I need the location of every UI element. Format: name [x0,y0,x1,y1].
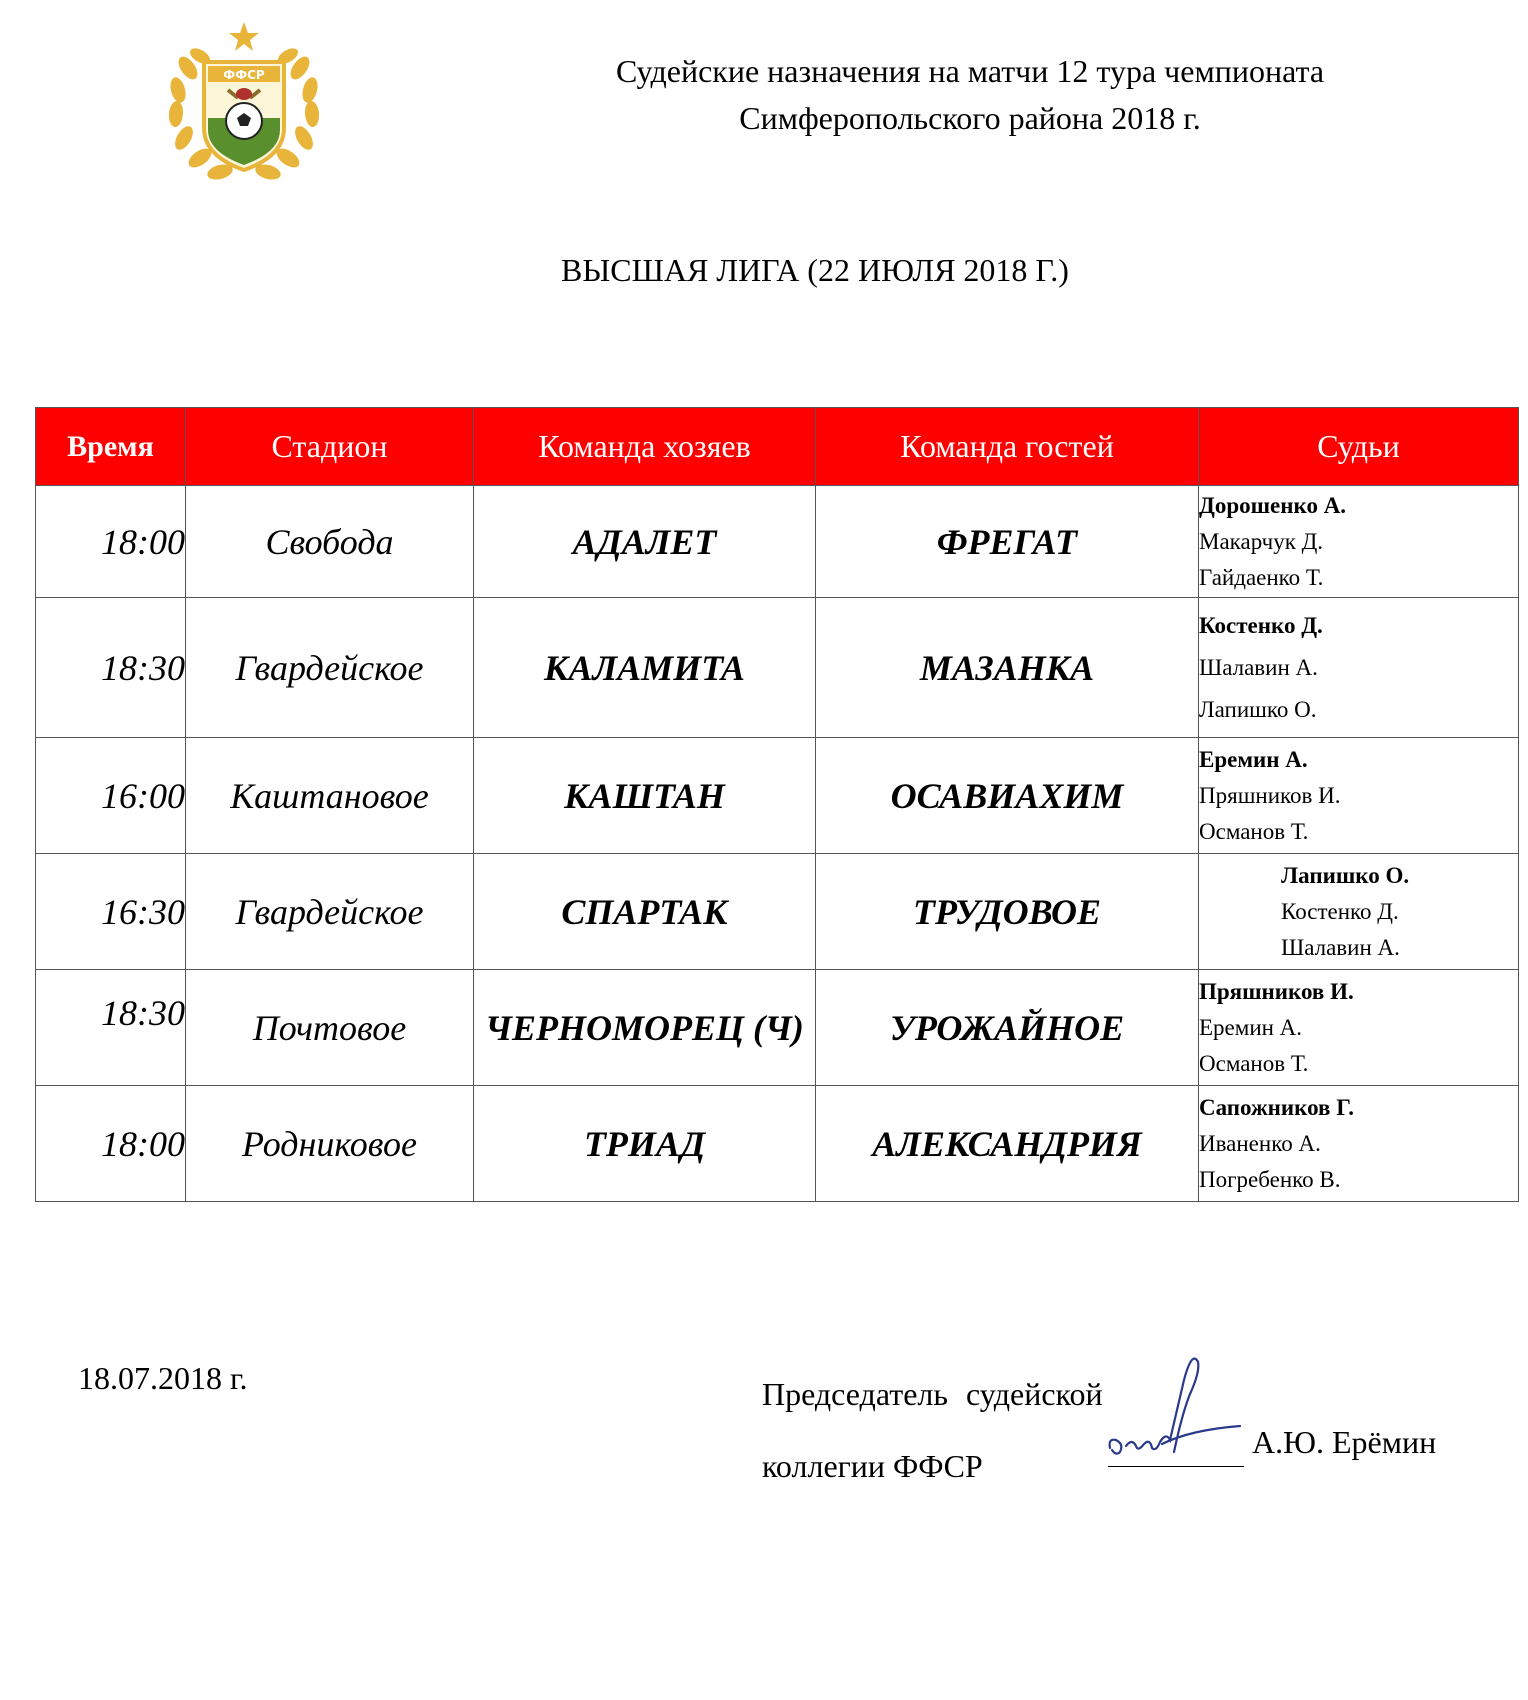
table-header-row [36,408,1519,486]
main-referee: Дорошенко А. [1199,492,1347,518]
match-stadium: Гвардейское [186,598,474,738]
referees-cell [1199,1086,1519,1202]
away-team: УРОЖАЙНОЕ [816,970,1199,1086]
document-date: 18.07.2018 г. [78,1360,248,1396]
table-row [36,970,1519,1086]
assistant-referee: Еремин А. [1199,1014,1303,1040]
title-line-1: Судейские назначения на матчи 12 тура чемпионата [615,53,1325,89]
assistant-referee: Макарчук Д. [1199,528,1324,554]
referees-cell [1199,854,1519,970]
main-referee: Лапишко О. [1281,862,1410,888]
match-time: 18:00 [36,1086,186,1202]
assistant-referee: Гайдаенко Т. [1199,564,1324,590]
referees-cell [1199,486,1519,598]
schedule-table [35,407,1519,1202]
referees-cell [1199,598,1519,738]
referees-cell [1199,738,1519,854]
main-referee: Пряшников И. [1199,978,1354,1004]
away-team: МАЗАНКА [816,598,1199,738]
main-referee: Сапожников Г. [1199,1094,1355,1120]
match-stadium: Гвардейское [186,854,474,970]
assistant-referee: Шалавин А. [1281,934,1400,960]
match-stadium: Почтовое [186,970,474,1086]
table-row [36,738,1519,854]
main-referee: Костенко Д. [1199,612,1323,638]
column-header-referees: Судьи [1199,408,1519,486]
signature-line [1108,1466,1244,1467]
assistant-referee: Лапишко О. [1199,696,1317,722]
assistant-referee: Шалавин А. [1199,654,1318,680]
match-time: 16:30 [36,854,186,970]
assistant-referee: Костенко Д. [1281,898,1399,924]
away-team: ФРЕГАТ [816,486,1199,598]
referees-cell [1199,970,1519,1086]
chairman-title-line-2: коллегии ФФСР [762,1448,983,1484]
home-team: ТРИАД [474,1086,816,1202]
table-row [36,1086,1519,1202]
column-header-time: Время [36,408,186,486]
match-time: 18:30 [36,598,186,738]
away-team: ТРУДОВОЕ [816,854,1199,970]
match-time: 18:00 [36,486,186,598]
match-time: 16:00 [36,738,186,854]
assistant-referee: Османов Т. [1199,1050,1309,1076]
column-header-home-team: Команда хозяев [474,408,816,486]
ffsr-logo [158,18,330,190]
home-team: КАШТАН [474,738,816,854]
assistant-referee: Погребенко В. [1199,1166,1341,1192]
table-row [36,854,1519,970]
league-heading: ВЫСШАЯ ЛИГА (22 ИЮЛЯ 2018 Г.) [561,252,1069,288]
home-team: АДАЛЕТ [474,486,816,598]
assistant-referee: Иваненко А. [1199,1130,1321,1156]
handwritten-signature [1100,1340,1250,1470]
column-header-away-team: Команда гостей [816,408,1199,486]
match-stadium: Каштановое [186,738,474,854]
match-stadium: Свобода [186,486,474,598]
home-team: ЧЕРНОМОРЕЦ (Ч) [474,970,816,1086]
away-team: АЛЕКСАНДРИЯ [816,1086,1199,1202]
table-row [36,598,1519,738]
column-header-stadium: Стадион [186,408,474,486]
away-team: ОСАВИАХИМ [816,738,1199,854]
table-row [36,486,1519,598]
title-line-2: Симферопольского района 2018 г. [739,100,1201,136]
assistant-referee: Пряшников И. [1199,782,1341,808]
match-stadium: Родниковое [186,1086,474,1202]
assistant-referee: Османов Т. [1199,818,1309,844]
match-time: 18:30 [36,970,186,1086]
home-team: СПАРТАК [474,854,816,970]
main-referee: Еремин А. [1199,746,1308,772]
document-title [430,48,1510,142]
chairman-title-line-1: Председатель судейской [762,1376,1103,1412]
svg-text:ФФСР: ФФСР [223,68,265,82]
home-team: КАЛАМИТА [474,598,816,738]
signer-name: А.Ю. Ерёмин [1252,1424,1437,1460]
